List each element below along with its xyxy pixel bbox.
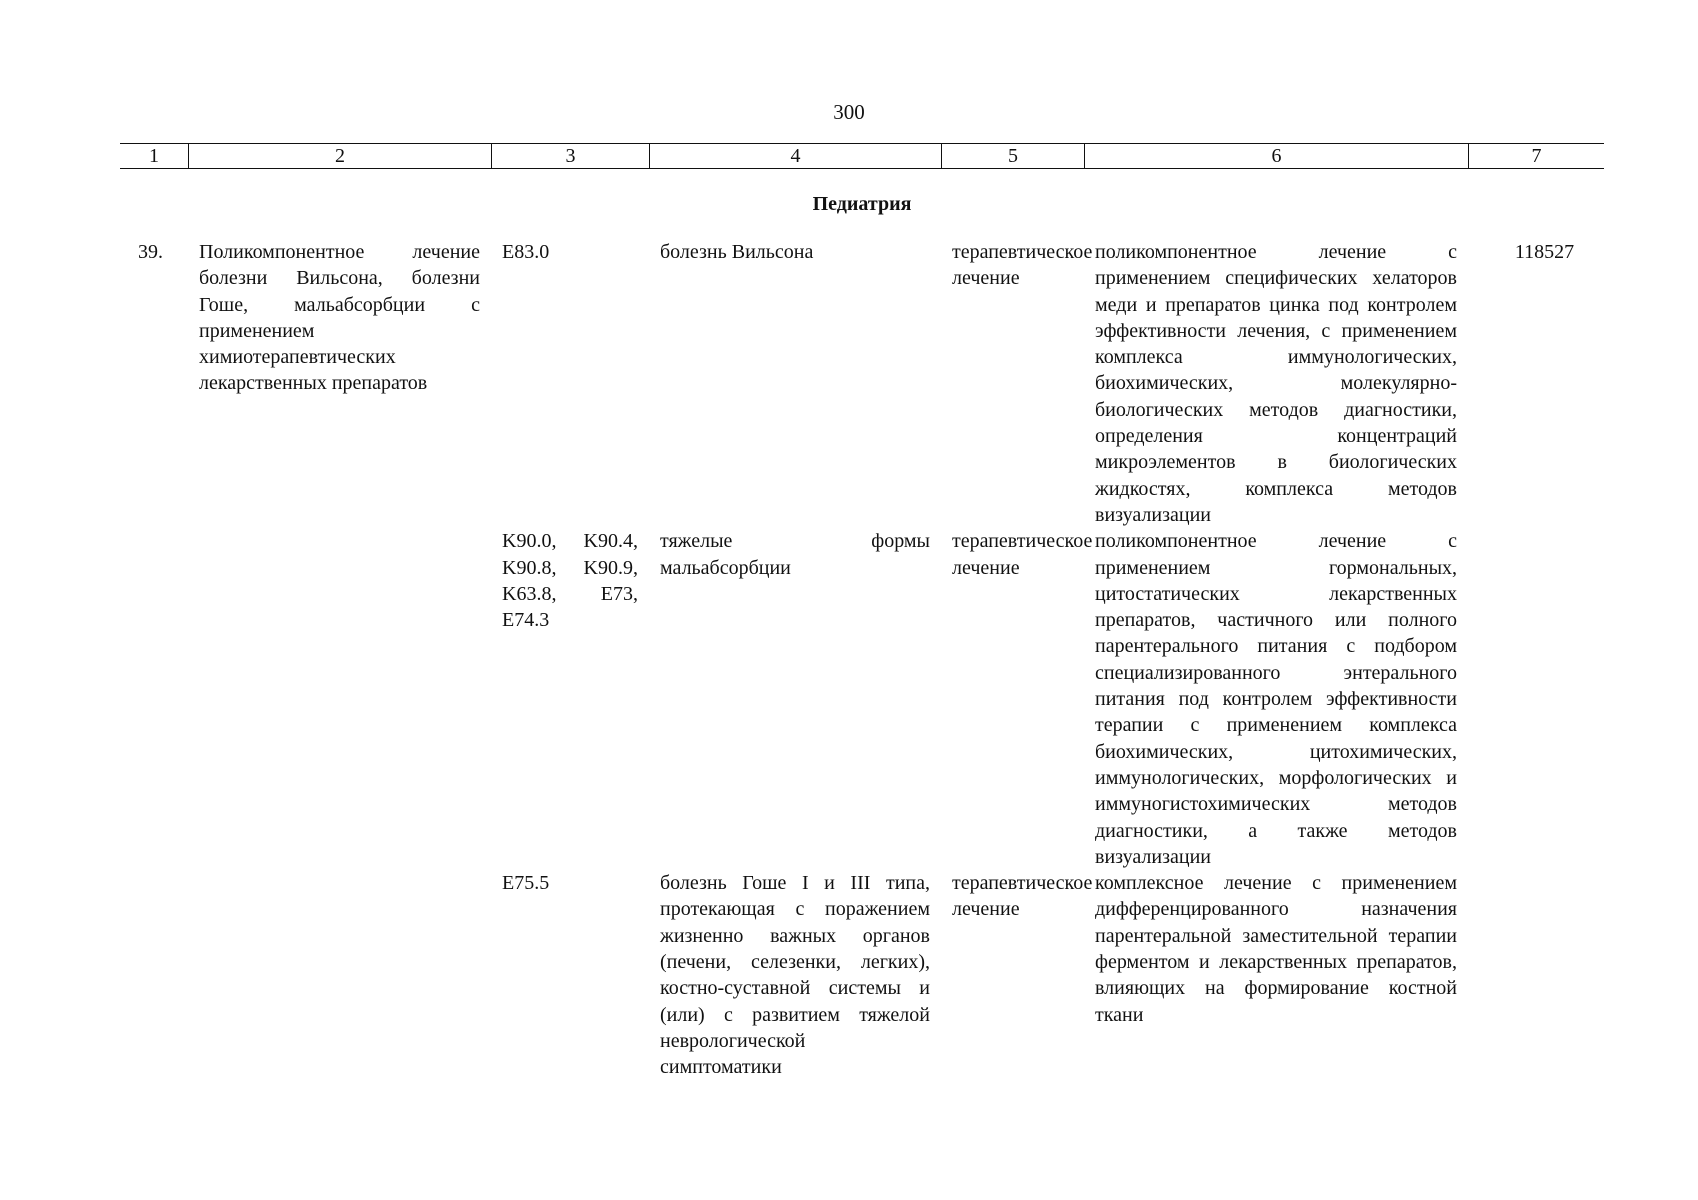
column-header: 6 <box>1084 144 1468 168</box>
procedure-name: Поликомпонентное лечение болезни Вильсона, болезни Гоше, мальабсорбции с применением химиотерапевтических лекарственных препаратов <box>199 241 480 395</box>
treatment-method: поликомпонентное лечение с применением гормональных, цитостатических лекарственных препаратов, частичного или полного парентерального питания с подбором специализированного энтерального питания под контролем эффективности терапии с применением комплекса биохимических, цитохимических, иммунологических, морфологических и иммуногистохимических методов диагностики, а также методов визуализации <box>1095 530 1457 868</box>
row-number: 39. <box>138 241 163 263</box>
column-header: 3 <box>491 144 649 168</box>
treatment-type: терапевтическое лечение <box>952 530 1093 579</box>
price: 118527 <box>1514 241 1575 263</box>
treatment-type: терапевтическое лечение <box>952 872 1093 921</box>
icd-codes: K90.0, K90.4, K90.8, K90.9, K63.8, E73, E74.3 <box>502 530 638 632</box>
column-header-row <box>120 143 1604 169</box>
treatment-method: поликомпонентное лечение с применением специфических хелаторов меди и препаратов цинка под контролем эффективности лечения, с применением комплекса иммунологических, биохимических, молекулярно-биологических методов диагностики, определения концентраций микроэлементов в биологических жидкостях, комплекса методов визуализации <box>1095 241 1457 526</box>
patient-model: тяжелые формы мальабсорбции <box>660 530 930 579</box>
column-header: 7 <box>1468 144 1604 168</box>
page-number: 300 <box>833 100 865 124</box>
icd-codes: E83.0 <box>502 241 550 263</box>
table-body <box>120 239 1604 1081</box>
treatment-type: терапевтическое лечение <box>952 241 1093 290</box>
column-header: 5 <box>941 144 1084 168</box>
patient-model: болезнь Гоше I и III типа, протекающая с поражением жизненно важных органов (печени, селезенки, легких), костно-суставной системы и (или) с развитием тяжелой неврологической симптоматики <box>660 872 930 1079</box>
treatment-method: комплексное лечение с применением дифференцированного назначения парентеральной заместительной терапии ферментом и лекарственных препаратов, влияющих на формирование костной ткани <box>1095 872 1457 1026</box>
patient-model: болезнь Вильсона <box>660 241 814 263</box>
column-header: 1 <box>149 145 159 167</box>
column-header: 4 <box>649 144 941 168</box>
icd-codes: E75.5 <box>502 872 550 895</box>
section-title: Педиатрия <box>812 193 912 215</box>
column-header: 2 <box>188 144 491 168</box>
